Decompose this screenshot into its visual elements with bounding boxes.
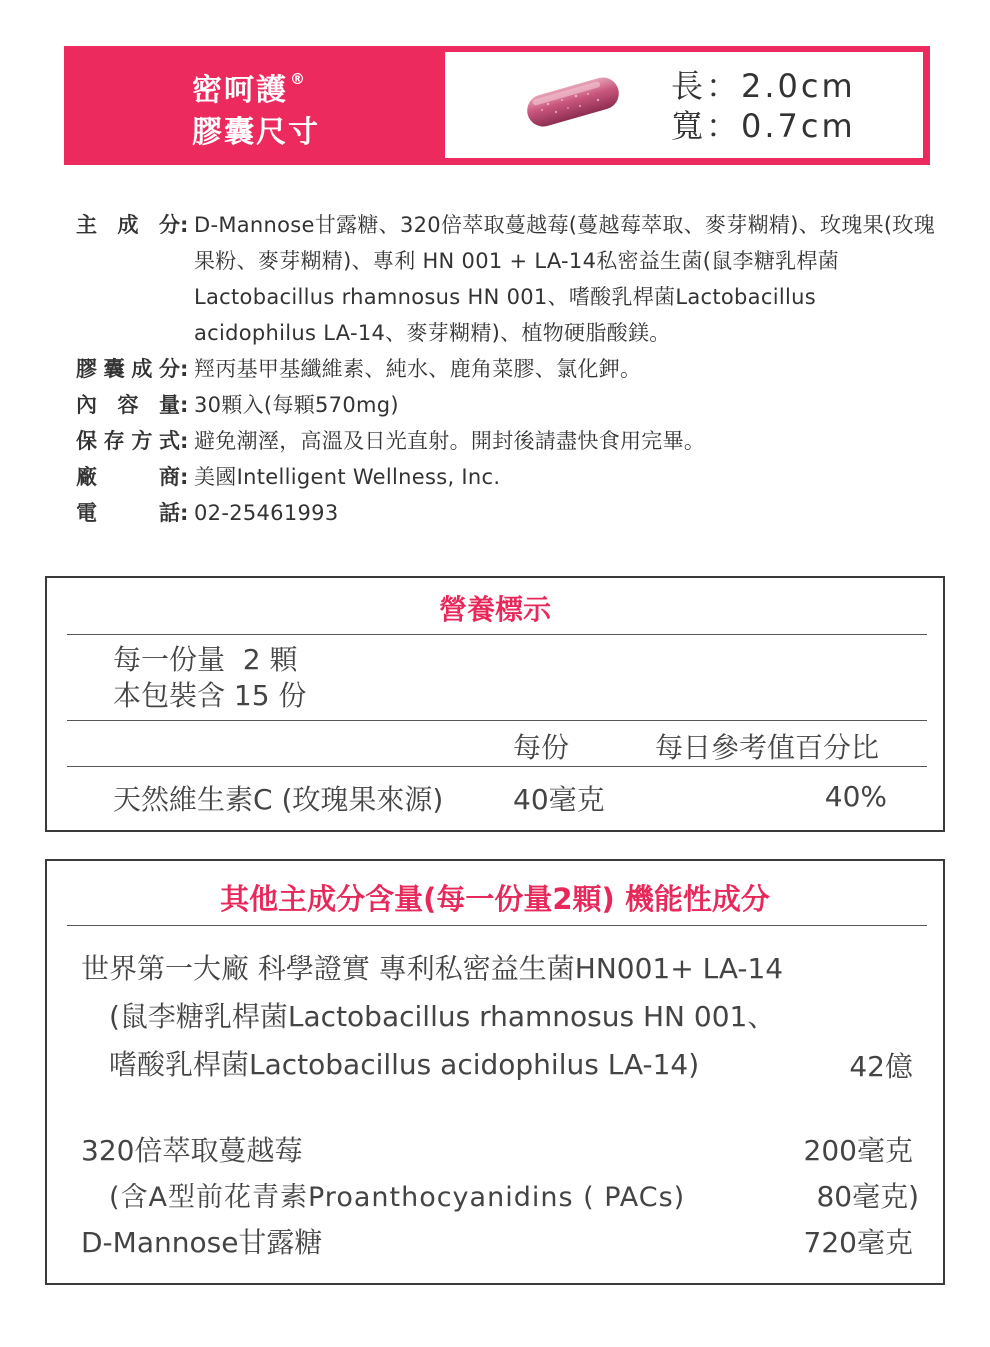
cranberry-name: 320倍萃取蔓越莓 xyxy=(81,1134,303,1167)
info-row-contents: 內容量 : 30顆入(每顆570mg) xyxy=(76,387,956,423)
info-label: 電話 xyxy=(76,501,180,525)
info-label: 保存方式 xyxy=(76,429,180,453)
probiotic-detail-1: (鼠李糖乳桿菌Lactobacillus rhamnosus HN 001、 xyxy=(109,1000,776,1033)
cranberry-amount: 200毫克 xyxy=(803,1134,913,1167)
banner-title xyxy=(192,58,320,154)
info-row-phone: 電話 : 02-25461993 xyxy=(76,495,956,531)
info-value: 02-25461993 xyxy=(194,501,339,525)
info-value: 美國Intelligent Wellness, Inc. xyxy=(194,465,501,489)
capsule-length: 長：2.0cm xyxy=(671,67,856,105)
pac-name: (含A型前花青素Proanthocyanidins ( PACs) xyxy=(109,1182,686,1213)
info-label: 膠囊成分 xyxy=(76,357,180,381)
servings-per-pack: 本包裝含 15 份 xyxy=(113,679,307,712)
info-label: 廠商 xyxy=(76,465,180,489)
functional-ingredients-table xyxy=(45,859,945,1285)
serving-size: 每一份量 2 顆 xyxy=(113,643,298,676)
info-value: 羥丙基甲基纖維素、純水、鹿角菜膠、氯化鉀。 xyxy=(194,357,642,381)
divider xyxy=(67,720,927,721)
info-row-main-ingredients: 主成分 : D-Mannose甘露糖、320倍萃取蔓越莓(蔓越莓萃取、麥芽糊精)、玫瑰果(玫瑰果粉、麥芽糊精)、專利 HN 001 + LA-14私密益生菌(鼠李糖乳桿菌Lactobacillus rhamnosus HN 001、嗜酸乳桿菌Lactobacillus acidophilus LA-14、麥芽糊精)、植物硬脂酸鎂。 xyxy=(76,207,956,351)
brand-name: 密呵護 xyxy=(192,73,288,108)
info-row-manufacturer: 廠商 : 美國Intelligent Wellness, Inc. xyxy=(76,459,956,495)
probiotic-heading: 世界第一大廠 科學證實 專利私密益生菌HN001+ LA-14 xyxy=(81,952,784,985)
capsule-dimensions xyxy=(671,66,856,146)
probiotic-amount: 42億 xyxy=(849,1050,913,1083)
mannose-amount: 720毫克 xyxy=(803,1226,913,1259)
info-value: 30顆入(每顆570mg) xyxy=(194,393,399,417)
info-value: D-Mannose甘露糖、320倍萃取蔓越莓(蔓越莓萃取、麥芽糊精)、玫瑰果(玫瑰果粉、麥芽糊精)、專利 HN 001 + LA-14私密益生菌(鼠李糖乳桿菌Lactobacillus rhamnosus HN 001、嗜酸乳桿菌Lactobacillus acidophilus LA-14、麥芽糊精)、植物硬脂酸鎂。 xyxy=(194,213,936,345)
header-per-serving: 每份 xyxy=(513,731,570,764)
capsule-size-banner xyxy=(64,46,930,165)
info-label: 主成分 xyxy=(76,213,180,237)
capsule-size-panel xyxy=(445,52,923,158)
capsule-width: 寬：0.7cm xyxy=(671,107,856,145)
info-label: 內容量 xyxy=(76,393,180,417)
probiotic-detail-2: 嗜酸乳桿菌Lactobacillus acidophilus LA-14) xyxy=(109,1048,700,1081)
serving-info xyxy=(113,642,306,714)
divider xyxy=(67,634,927,635)
divider xyxy=(67,925,927,926)
info-row-capsule-ingredients: 膠囊成分 : 羥丙基甲基纖維素、純水、鹿角菜膠、氯化鉀。 xyxy=(76,351,956,387)
ingredients-title: 其他主成分含量(每一份量2顆) 機能性成分 xyxy=(220,882,770,916)
info-value: 避免潮溼，高溫及日光直射。開封後請盡快食用完畢。 xyxy=(194,429,706,453)
nutrient-amount: 40毫克 xyxy=(513,783,605,816)
capsule-image xyxy=(518,74,628,130)
nutrient-name: 天然維生素C (玫瑰果來源) xyxy=(113,783,444,816)
pac-amount: 80毫克) xyxy=(816,1180,919,1213)
header-daily-value: 每日參考值百分比 xyxy=(655,731,880,764)
nutrition-title: 營養標示 xyxy=(438,593,551,626)
nutrient-percent: 40% xyxy=(824,780,887,813)
info-row-storage: 保存方式 : 避免潮溼，高溫及日光直射。開封後請盡快食用完畢。 xyxy=(76,423,956,459)
product-info-list xyxy=(76,207,956,531)
divider xyxy=(67,766,927,767)
mannose-name: D-Mannose甘露糖 xyxy=(81,1226,323,1259)
nutrition-facts-table xyxy=(45,576,945,832)
banner-subtitle: 膠囊尺寸 xyxy=(192,115,320,150)
registered-mark: ® xyxy=(290,70,307,88)
